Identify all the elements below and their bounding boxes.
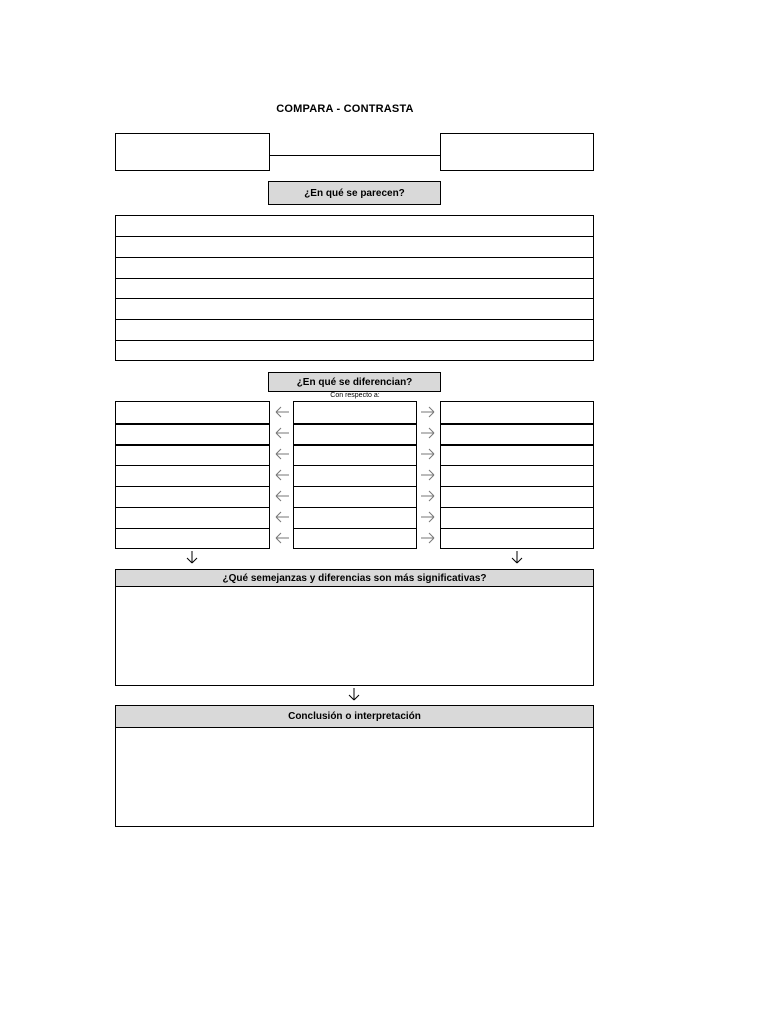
- arrow-left-icon: [276, 512, 289, 522]
- arrow-left-icon: [276, 407, 289, 543]
- differences-b-row-divider: [441, 465, 593, 466]
- similarities-heading: ¿En qué se parecen?: [268, 181, 441, 205]
- arrow-right-icon: [421, 491, 434, 501]
- arrow-left-icon: [276, 407, 289, 417]
- page-title: COMPARA - CONTRASTA: [276, 103, 414, 115]
- similarities-row-divider: [116, 236, 593, 237]
- arrow-right-icon: [421, 533, 434, 543]
- differences-column-a: [115, 401, 270, 549]
- arrow-down-icon: [347, 687, 361, 703]
- differences-column-b: [440, 401, 594, 549]
- differences-a-row-divider: [116, 507, 269, 508]
- differences-criteria-column: [293, 401, 417, 549]
- similarities-row-divider: [116, 257, 593, 258]
- similarities-table: [115, 215, 594, 361]
- left-arrows-group: [272, 401, 292, 549]
- arrow-right-icon: [421, 470, 434, 480]
- differences-b-row-divider: [441, 423, 593, 425]
- conclusion-heading: Conclusión o interpretación: [115, 705, 594, 728]
- differences-heading: ¿En qué se diferencian?: [268, 372, 441, 392]
- arrow-down-icon: [510, 550, 524, 566]
- right-arrows-group: [419, 401, 439, 549]
- significant-body[interactable]: [120, 590, 589, 681]
- arrow-left-icon: [276, 470, 289, 480]
- significant-heading: ¿Qué semejanzas y diferencias son más significativas?: [115, 569, 594, 587]
- differences-a-row-divider: [116, 465, 269, 466]
- conclusion-section: [115, 705, 594, 827]
- arrow-right-icon: [421, 512, 434, 522]
- arrow-down-icon: [185, 550, 199, 566]
- arrow-right-icon: [421, 449, 434, 459]
- differences-criteria-row-divider: [294, 528, 416, 529]
- arrow-left-icon: [276, 449, 289, 459]
- similarities-row-divider: [116, 298, 593, 299]
- differences-criteria-row-divider: [294, 423, 416, 425]
- differences-a-row-divider: [116, 423, 269, 425]
- arrow-left-icon: [276, 491, 289, 501]
- differences-a-row-divider: [116, 528, 269, 529]
- differences-criteria-row-divider: [294, 465, 416, 466]
- differences-a-row-divider: [116, 486, 269, 487]
- differences-criteria-row-divider: [294, 486, 416, 487]
- compare-item-a-box[interactable]: [115, 133, 270, 171]
- arrow-right-icon: [421, 407, 434, 543]
- differences-b-row-divider: [441, 444, 593, 446]
- similarities-row-divider: [116, 278, 593, 279]
- differences-criteria-row-divider: [294, 507, 416, 508]
- similarities-row-divider: [116, 340, 593, 341]
- differences-criteria-row-divider: [294, 444, 416, 446]
- arrow-right-icon: [421, 407, 434, 417]
- similarities-row-divider: [116, 319, 593, 320]
- compare-connector-line: [270, 155, 441, 156]
- arrow-left-icon: [276, 428, 289, 438]
- arrow-left-icon: [276, 533, 289, 543]
- differences-a-row-divider: [116, 444, 269, 446]
- arrow-right-icon: [421, 428, 434, 438]
- conclusion-body[interactable]: [120, 732, 589, 822]
- compare-item-b-box[interactable]: [440, 133, 594, 171]
- differences-b-row-divider: [441, 507, 593, 508]
- significant-section: [115, 569, 594, 686]
- differences-b-row-divider: [441, 528, 593, 529]
- differences-b-row-divider: [441, 486, 593, 487]
- respect-label: Con respecto a:: [330, 392, 380, 399]
